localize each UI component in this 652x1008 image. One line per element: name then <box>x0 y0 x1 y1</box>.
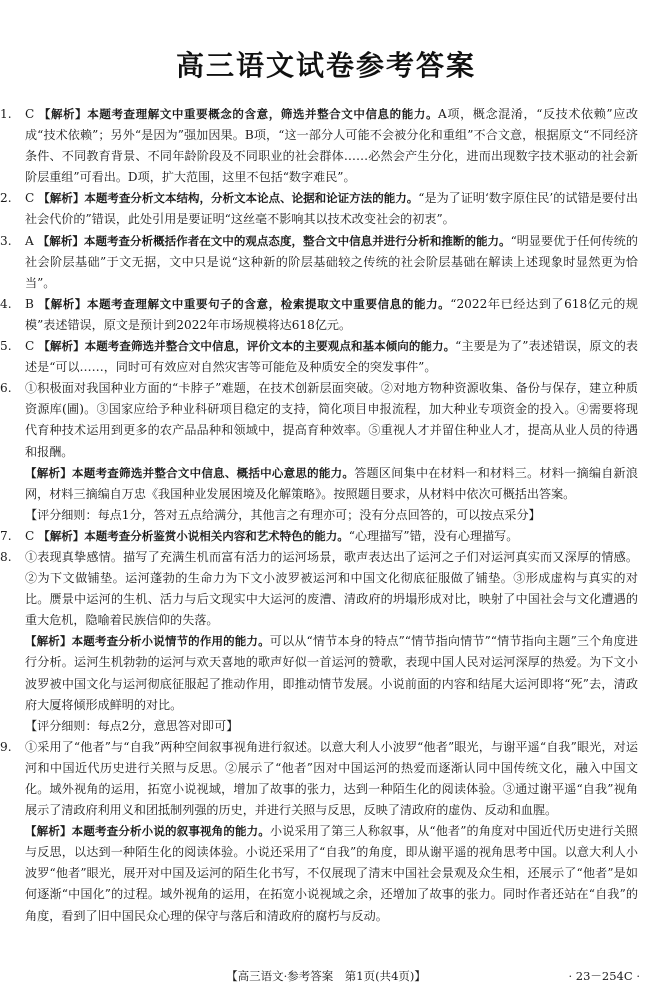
question-answer: ①采用了“他者”与“自我”两种空间叙事视角进行叙述。以意大利人小波罗“他者”眼光，与谢平遥“自我”眼光，对运河和中国近代历史进行关照与反思。②展示了“他者”因对中国运河的热爱而逐渐认同中国传统文化，融入中国文化。域外视角的运用，拓宽小说视域，增加了故事的张力，达到一种陌生化的阅读体验。③通过谢平遥“自我”视角展示了清政府利用义和团抵制列强的历史，并进行关照与反思，反映了清政府的虚伪、反动和血腥。 <box>25 739 638 818</box>
footer-code: · 23－254C · <box>568 969 640 983</box>
question-item-9 <box>0 737 638 821</box>
question-answer: C <box>25 339 35 354</box>
scoring-rule: 【评分细则：每点1分，答对五点给满分，其他言之有理亦可；没有分点回答的，可以按点采分】 <box>25 507 541 522</box>
question-number: 8. <box>0 549 12 564</box>
page-footer <box>0 968 652 988</box>
question-item <box>0 336 639 378</box>
analysis-lead: 本题考查筛选并整合文中信息、概括中心意思的能力。 <box>72 465 355 480</box>
question-item <box>0 231 639 294</box>
question-item <box>0 104 638 188</box>
question-number: 1. <box>0 107 12 121</box>
analysis-paragraph <box>12 821 638 926</box>
analysis-body: 可以从“情节本身的特点”“情节指向情节”“情节指向主题”三个角度进行分析。运河生机勃勃的运河与欢天喜地的歌声好似一首运河的赞歌，表现中国人民对运河深厚的热爱。为下文小波罗被中国文化与运河彻底征服起了推动作用，即推动情节发展。小说前面的内容和结尾大运河即将“死”去，清政府大厦将倾形成鲜明的对比。 <box>25 634 639 712</box>
question-number: 5. <box>0 339 12 354</box>
question-number: 3. <box>0 233 12 248</box>
analysis-body: “是为了证明‘数字原住民’的试错是要付出社会代价的”错误，此处引用是要证明“这丝毫不影响其以技术改变社会的初衷”。 <box>25 191 639 227</box>
analysis-paragraph <box>12 631 638 715</box>
question-number: 4. <box>0 296 12 311</box>
question-answer: A <box>25 233 34 248</box>
analysis-lead: 本题考查理解文中重要句子的含意，检索提取文中重要信息的能力。 <box>86 296 451 311</box>
question-number: 7. <box>0 528 12 543</box>
analysis-lead: 本题考查分析文本结构，分析文本论点、论据和论证方法的能力。 <box>84 191 419 206</box>
question-answer: B <box>25 296 34 311</box>
question-item-6 <box>0 378 638 462</box>
analysis-lead: 本题考查分析鉴赏小说相关内容和艺术特色的能力。 <box>84 528 349 543</box>
analysis-lead: 本题考查理解文中重要概念的含意，筛选并整合文中信息的能力。 <box>87 107 439 121</box>
question-answer: ①积极面对我国种业方面的“卡脖子”难题，在技术创新层面突破。②对地方物种资源收集、备份与保存，建立种质资源库(圃)。③国家应给予种业科研项目稳定的支持，简化项目申报流程，加大种业专项资金的投入。④需要将现代育种技术运用到更多的农产品品种和领域中，提高育种效率。⑤重视人才并留住种业人才，提高从业人员的待遇和报酬。 <box>25 381 638 459</box>
scoring-rule: 【评分细则：每点2分，意思答对即可】 <box>25 718 239 733</box>
analysis-body: “主要是为了”表述错误，原文的表述是“可以……，同时可有效应对自然灾害等可能危及种质安全的突发事件”。 <box>25 339 639 375</box>
analysis-body: “明显要优于任何传统的社会阶层基础”于文无据，文中只是说“这种新的阶层基础较之传统的社会阶层基础在解读上述现象时显然更为恰当”。 <box>25 233 639 290</box>
analysis-lead: 本题考查分析概括作者在文中的观点态度，整合文中信息并进行分析和推断的能力。 <box>83 233 511 248</box>
question-item <box>0 188 639 230</box>
question-answer: C <box>25 528 35 543</box>
question-number: 9. <box>0 739 12 754</box>
analysis-tag: 【解析】 <box>25 465 73 480</box>
analysis-tag: 【解析】 <box>38 528 85 543</box>
analysis-tag: 【解析】 <box>25 824 72 839</box>
analysis-tag: 【解析】 <box>25 634 72 649</box>
analysis-body: “心理描写”错，没有心理描写。 <box>348 528 519 543</box>
question-answer: C <box>25 107 35 121</box>
analysis-tag: 【解析】 <box>38 191 85 206</box>
question-item-8 <box>0 547 638 631</box>
page-title: 高三语文试卷参考答案 <box>175 49 476 82</box>
analysis-lead: 本题考查筛选并整合文中信息，评价文本的主要观点和基本倾向的能力。 <box>84 339 456 354</box>
analysis-body: “2022年已经达到了618亿元的规模”表述错误，原文是预计到2022年市场规模将达618亿元。 <box>25 296 639 332</box>
analysis-tag: 【解析】 <box>38 107 88 121</box>
question-answer: C <box>25 191 35 206</box>
answer-content <box>0 104 639 927</box>
analysis-body: 答题区间集中在材料一和材料三。材料一摘编自新浪网，材料三摘编自万忠《我国种业发展困境及化解策略》。按照题目要求，从材料中依次可概括出答案。 <box>25 465 638 501</box>
question-item-7 <box>0 526 638 547</box>
question-number: 2. <box>0 191 12 206</box>
footer-page-label: 【高三语文·参考答案 第1页(共4页)】 <box>226 969 426 983</box>
analysis-lead: 本题考查分析小说情节的作用的能力。 <box>71 634 270 649</box>
question-item <box>0 294 639 336</box>
analysis-lead: 本题考查分析小说的叙事视角的能力。 <box>71 824 270 839</box>
analysis-body: 小说采用了第三人称叙事，从“他者”的角度对中国近代历史进行关照与反思，以达到一种陌生化的阅读体验。小说还采用了“自我”的角度，即从谢平遥的视角思考中国。以意大利人小波罗“他者”眼光，展开对中国及运河的陌生化书写，不仅展现了清末中国社会景观及众生相，还展示了“他者”是如何逐渐“中国化”的过程。域外视角的运用，在拓宽小说视域之余，还增加了故事的张力。同时作者还站在“自我”的角度，看到了旧中国民众心理的保守与落后和清政府的腐朽与反动。 <box>25 824 639 923</box>
analysis-paragraph <box>12 463 638 505</box>
analysis-tag: 【解析】 <box>37 233 84 248</box>
analysis-body: A项，概念混淆，“反技术依赖”应改成“技术依赖”；另外“是因为”强加因果。B项，“这一部分人可能不会被分化和重组”不合文意，根据原文“不同经济条件、不同教育背景、不同年龄阶段及不同职业的社会群体……必然会产生分化，进而出现数字技术驱动的社会新阶层重组”可看出。D项，扩大范围，这里不包括“数字难民”。 <box>25 107 638 185</box>
analysis-tag: 【解析】 <box>37 296 87 311</box>
question-number: 6. <box>0 381 12 396</box>
question-answer: ①表现真挚感情。描写了充满生机而富有活力的运河场景，歌声表达出了运河之子们对运河真实而又深厚的情感。②为下文做铺垫。运河蓬勃的生命力为下文小波罗被运河和中国文化彻底征服做了铺垫。③形成虚构与真实的对比。赝景中运河的生机、活力与后文现实中大运河的废漕、清政府的坍塌形成对比，映射了中国社会与文化遭遇的重大危机，隐喻着民族信仰的失落。 <box>25 549 638 628</box>
analysis-tag: 【解析】 <box>38 339 85 354</box>
